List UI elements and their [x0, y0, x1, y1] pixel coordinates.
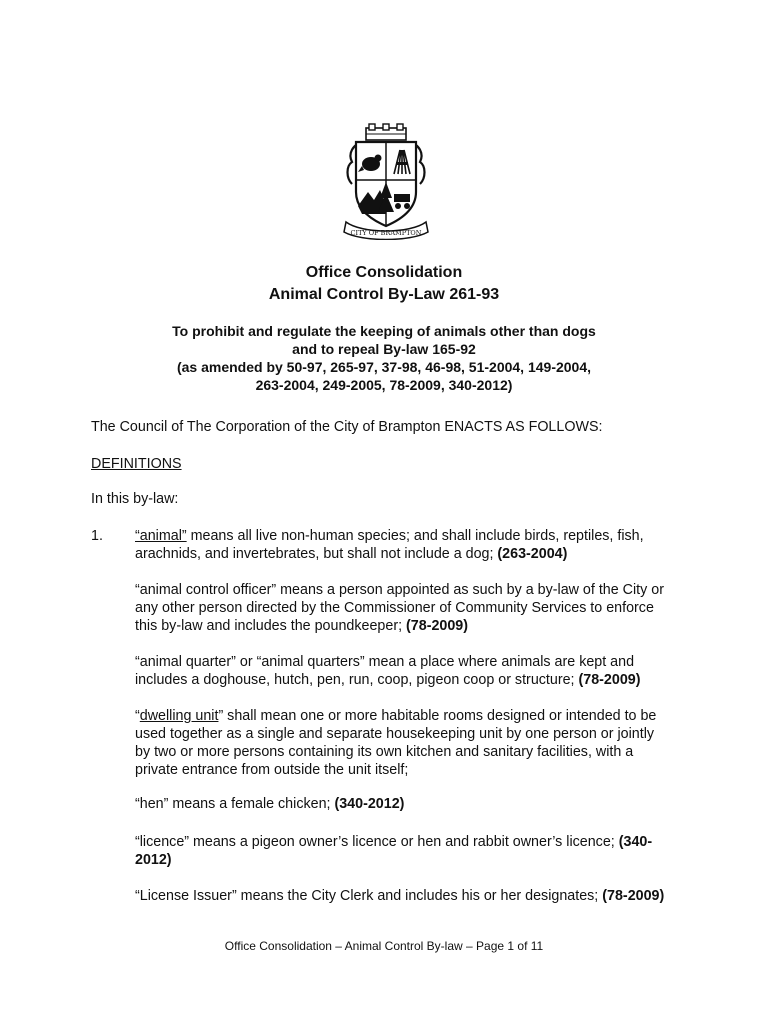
subtitle-line-4: 263-2004, 249-2005, 78-2009, 340-2012)	[255, 377, 513, 393]
intro-text: In this by-law:	[91, 491, 179, 507]
definition-licence-line-1: “licence” means a pigeon owner’s licence or hen and rabbit owner’s licence; (340-	[135, 834, 653, 850]
definition-animal-quarter-line-2: includes a doghouse, hutch, pen, run, coop, pigeon coop or structure; (78-2009)	[135, 672, 641, 688]
definition-aco-line-3: this by-law and includes the poundkeeper; (78-2009)	[135, 618, 469, 634]
page-footer: Office Consolidation – Animal Control By-law – Page 1 of 11	[224, 939, 544, 953]
term-animal: “animal”	[135, 528, 187, 544]
crest-banner-text: CITY OF BRAMPTON	[350, 229, 422, 237]
definition-hen: “hen” means a female chicken; (340-2012)	[135, 796, 405, 812]
item-number: 1.	[91, 528, 103, 544]
definition-dwelling-unit-line-1: “dwelling unit” shall mean one or more habitable rooms designed or intended to be	[135, 708, 657, 724]
amendment-ref: (340-2012)	[334, 796, 405, 812]
definition-aco-line-1: “animal control officer” means a person appointed as such by a by-law of the City or	[135, 582, 664, 598]
definition-dwelling-unit-line-4: private entrance from outside the unit itself;	[135, 762, 409, 778]
subtitle-line-1: To prohibit and regulate the keeping of animals other than dogs	[172, 323, 596, 339]
amendment-ref: (78-2009)	[406, 618, 469, 634]
definition-dwelling-unit-line-2: used together as a single and separate housekeeping unit by one person or jointly	[135, 726, 655, 742]
enacting-clause: The Council of The Corporation of the City of Brampton ENACTS AS FOLLOWS:	[91, 419, 603, 435]
definition-aco-line-2: any other person directed by the Commissioner of Community Services to enforce	[135, 600, 654, 616]
definition-license-issuer: “License Issuer” means the City Clerk and includes his or her designates; (78-2009)	[135, 888, 665, 904]
amendment-ref: (78-2009)	[578, 672, 641, 688]
city-crest-logo	[342, 122, 430, 240]
document-title-line-1: Office Consolidation	[305, 264, 463, 281]
amendment-ref: (78-2009)	[602, 888, 665, 904]
definition-animal-quarter-line-1: “animal quarter” or “animal quarters” mean a place where animals are kept and	[135, 654, 635, 670]
amendment-ref: (263-2004)	[497, 546, 568, 562]
definition-animal-line-2: arachnids, and invertebrates, but shall not include a dog; (263-2004)	[135, 546, 568, 562]
definition-dwelling-unit-line-3: by two or more persons containing its own kitchen and sanitary facilities, with a	[135, 744, 634, 760]
term-dwelling-unit: dwelling unit	[139, 708, 219, 724]
definition-animal-line-1: “animal” means all live non-human species; and shall include birds, reptiles, fish,	[135, 528, 644, 544]
amendment-ref: (340-	[618, 834, 653, 850]
document-title-line-2: Animal Control By-Law 261-93	[268, 286, 500, 303]
subtitle-line-3: (as amended by 50-97, 265-97, 37-98, 46-98, 51-2004, 149-2004,	[176, 359, 592, 375]
section-heading-definitions: DEFINITIONS	[91, 456, 182, 472]
subtitle-line-2: and to repeal By-law 165-92	[292, 341, 476, 357]
definition-licence-line-2: 2012)	[135, 852, 172, 868]
